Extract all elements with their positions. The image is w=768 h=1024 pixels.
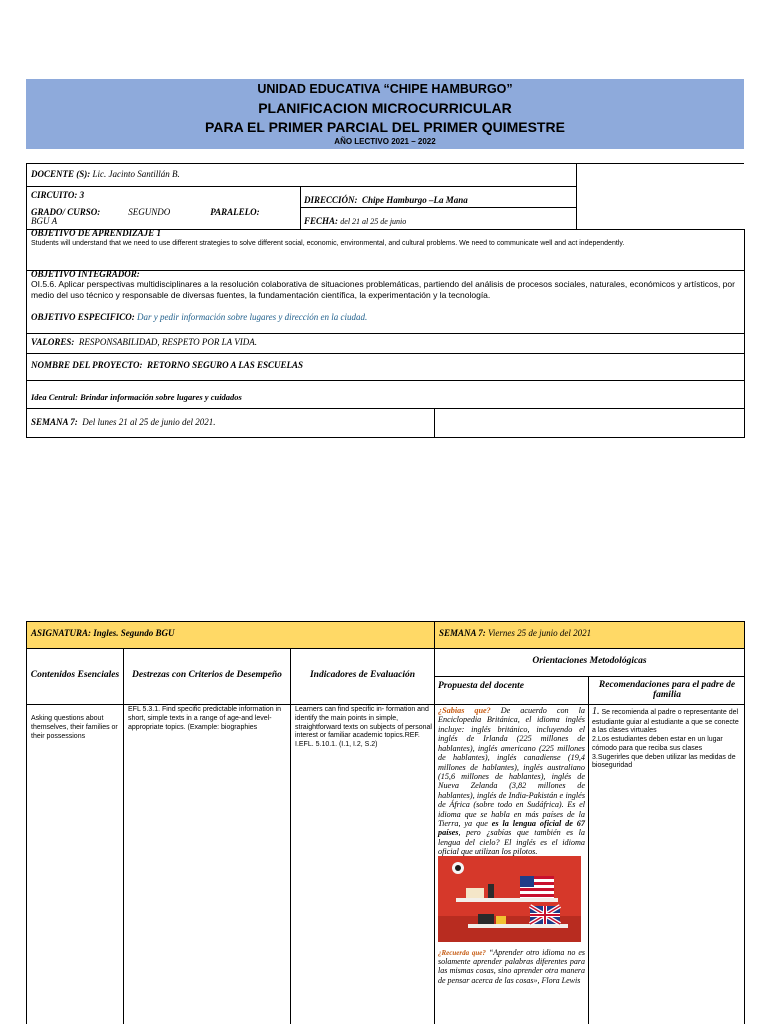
document-title: PLANIFICACION MICROCURRICULAR <box>258 99 512 116</box>
grado-field: GRADO/ CURSO: SEGUNDO PARALELO: BGU A <box>31 207 260 227</box>
col-orientaciones: Orientaciones Metodológicas <box>532 656 647 666</box>
col-indicadores: Indicadores de Evaluación <box>309 670 416 680</box>
recomendaciones-list <box>592 706 742 771</box>
docente-field: DOCENTE (S): Lic. Jacinto Santillán B. <box>31 169 180 179</box>
circuito-field: CIRCUITO: 3 <box>31 190 85 200</box>
col-contenidos: Contenidos Esenciales <box>30 670 120 680</box>
asignatura-label: ASIGNATURA: Ingles. Segundo BGU <box>31 628 175 638</box>
sabias-que-text: ¿Sabias que? De acuerdo con la Enciclopedia Británica, el idioma inglés incluye: inglés británico, incluyendo el inglés de Irlanda (225 millones de hablantes), inglés americano (225 millones de hablantes), inglés canadiense (19,4 millones de hablantes), inglés australiano (15,6 millones de hablantes), inglés de Nueva Zelanda (3,82 millones de hablantes), inglés de India-Pakistán e inglés de África (sobre todo en Sudáfrica). Es el idioma que se habla en más países de la Tierra, ya que es la lengua oficial de 67 países, pero ¿sabías que también es la lengua del cielo? El inglés es el idioma oficial que utilizan los pilotos. <box>438 706 586 857</box>
destrezas-cell: EFL 5.3.1. Find specific predictable information in short, simple texts in a range of age-and level-appropriate topics. (Example: biographies <box>128 706 282 731</box>
valores-field: VALORES: RESPONSABILIDAD, RESPETO POR LA VIDA. <box>31 337 257 347</box>
recomendacion-item: 2.Los estudiantes deben estar en un lugar cómodo para que reciba sus clases <box>592 736 723 752</box>
col-destrezas: Destrezas con Criterios de Desempeño <box>132 670 282 680</box>
recuerda-que-label: ¿Recuerda que? <box>438 949 486 957</box>
flags-photo <box>438 856 581 942</box>
idea-central: Idea Central: Brindar información sobre lugares y cuidados <box>31 392 242 402</box>
indicadores-cell: Learners can find specific in- formation and identify the main points in simple, straightforward texts on subjects of personal interest or familiar academic topics.REF. I.EFL. 5.10.1. (I.1, I.2, S.2) <box>295 706 432 748</box>
plan-semana: SEMANA 7: Viernes 25 de junio del 2021 <box>439 628 592 638</box>
school-name: UNIDAD EDUCATIVA “CHIPE HAMBURGO” <box>257 82 513 96</box>
semana-field: SEMANA 7: Del lunes 21 al 25 de junio del 2021. <box>31 417 216 427</box>
recomendacion-item: 1. Se recomienda al padre o representante del estudiante guiar al estudiante a que se conecte a las clases virtuales <box>592 706 739 735</box>
objetivo-integrador: OBJETIVO INTEGRADOR: OI.5.6. Aplicar perspectivas multidisciplinares a la resolución colaborativa de situaciones problemáticas, partiendo del análisis de procesos sociales, naturales, económicos y artísticos, por medio del uso técnico y responsable de diversas fuentes, la fundamentación científica, la experimentación y la tecnología. <box>31 269 735 301</box>
recomendacion-item: 3.Sugerirles que deben utilizar las medidas de bioseguridad <box>592 753 736 770</box>
recuerda-que-text: ¿Recuerda que? “Aprender otro idioma no es solamente aprender palabras diferentes para las mismas cosas, sino aprender otra manera de pensar acerca de las cosas», Flora Lewis <box>438 948 586 985</box>
direccion-field: DIRECCIÓN: Chipe Hamburgo –La Mana <box>304 195 468 205</box>
objetivo-aprendizaje: OBJETIVO DE APRENDIZAJE 1 Students will understand that we need to use different strategies to solve different social, economic, environmental, and cultural problems. We need to communicate well and act independently. <box>31 228 625 248</box>
sabias-que-label: ¿Sabias que? <box>438 706 491 715</box>
document-header <box>26 79 744 149</box>
school-year: AÑO LECTIVO 2021 – 2022 <box>334 136 436 146</box>
col-recomendaciones: Recomendaciones para el padre de familia <box>598 680 736 701</box>
proyecto-field: NOMBRE DEL PROYECTO: RETORNO SEGURO A LAS ESCUELAS <box>31 360 304 370</box>
objetivo-especifico: OBJETIVO ESPECIFICO: Dar y pedir información sobre lugares y dirección en la ciudad. <box>31 312 368 322</box>
col-propuesta: Propuesta del docente <box>438 681 525 691</box>
contenidos-cell: Asking questions about themselves, their families or their possessions <box>31 715 118 740</box>
document-subtitle: PARA EL PRIMER PARCIAL DEL PRIMER QUIMESTRE <box>205 118 565 135</box>
fecha-field: FECHA: del 21 al 25 de junio <box>304 216 407 226</box>
